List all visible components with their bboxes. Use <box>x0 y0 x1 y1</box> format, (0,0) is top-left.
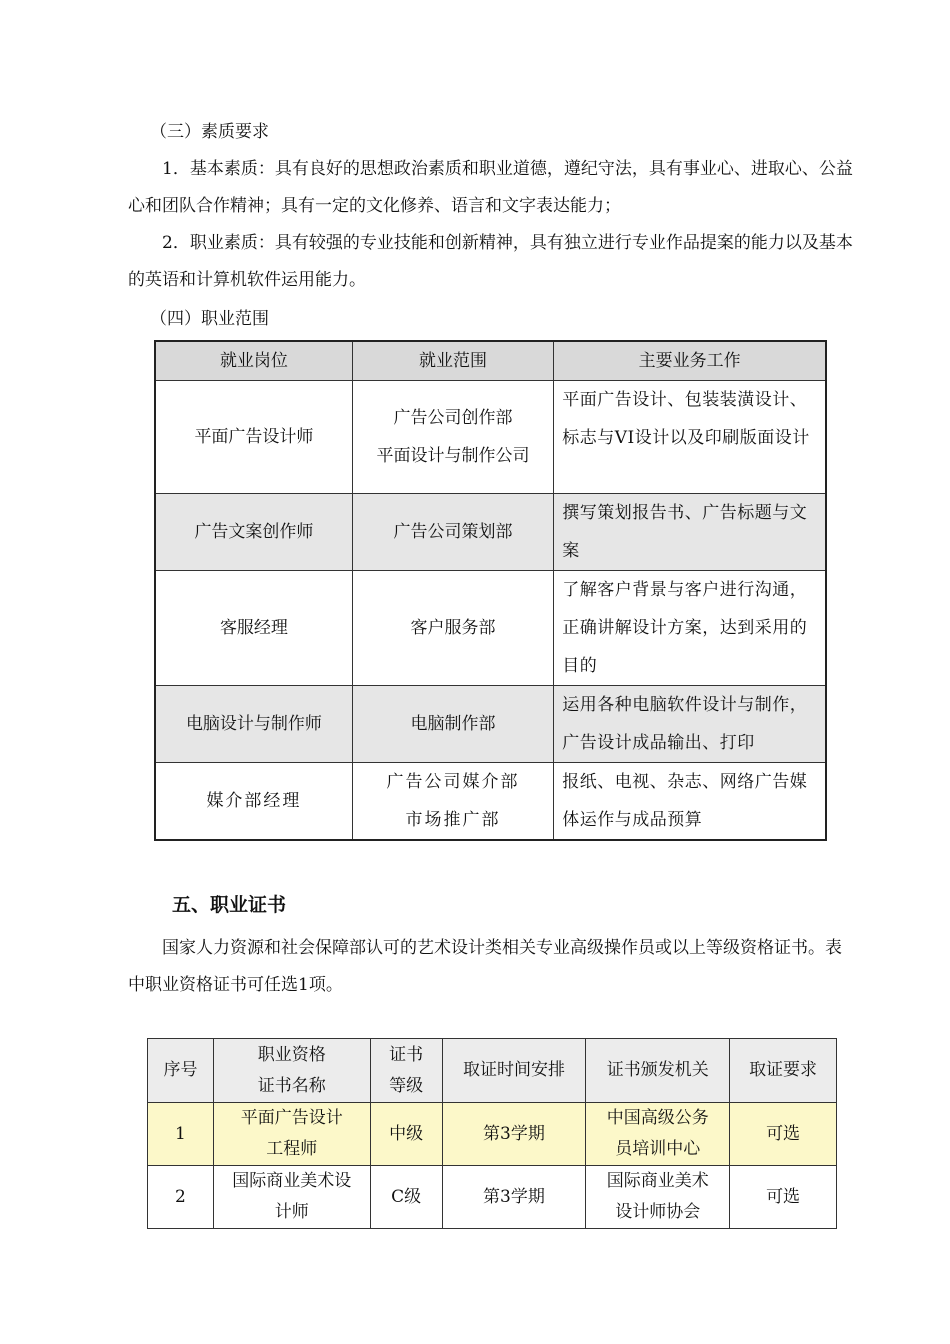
quality-item-basic: 1．基本素质：具有良好的思想政治素质和职业道德，遵纪守法，具有事业心、进取心、公益心和团队合作精神；具有一定的文化修养、语言和文字表达能力； <box>128 159 853 216</box>
cell-duty: 平面广告设计、包装装潢设计、标志与VI设计以及印刷版面设计 <box>554 381 826 494</box>
cert-intro: 国家人力资源和社会保障部认可的艺术设计类相关专业高级操作员或以上等级资格证书。表中职业资格证书可任选1项。 <box>128 938 842 995</box>
cell-post: 广告文案创作师 <box>155 494 352 571</box>
cell-time: 第3学期 <box>442 1103 586 1166</box>
quality-heading: （三）素质要求 <box>150 122 269 142</box>
range-text: 广告公司媒介部 市场推广部 <box>386 772 520 830</box>
cell-org <box>586 1103 730 1166</box>
header-name-text: 职业资格 证书名称 <box>257 1044 326 1096</box>
cell-post: 媒介部经理 <box>155 763 352 841</box>
cell-name <box>213 1166 370 1229</box>
cell-duty: 撰写策划报告书、广告标题与文案 <box>554 494 826 571</box>
header-time: 取证时间安排 <box>442 1039 586 1103</box>
cell-org-text: 国际商业美术 设计师协会 <box>606 1171 709 1222</box>
cell-post: 平面广告设计师 <box>155 381 352 494</box>
cell-level: C级 <box>370 1166 442 1229</box>
table-row <box>148 1103 837 1166</box>
cell-name-text: 平面广告设计 工程师 <box>240 1108 343 1159</box>
cell-duty: 报纸、电视、杂志、网络广告媒体运作与成品预算 <box>554 763 826 841</box>
quality-item-professional: 2．职业素质：具有较强的专业技能和创新精神，具有独立进行专业作品提案的能力以及基本的英语和计算机软件运用能力。 <box>128 233 853 290</box>
cell-range: 广告公司策划部 <box>352 494 553 571</box>
table-header-row <box>148 1039 837 1103</box>
cell-name-text: 国际商业美术设 计师 <box>232 1171 352 1222</box>
header-level <box>370 1039 442 1103</box>
cell-post: 电脑设计与制作师 <box>155 686 352 763</box>
career-scope-table <box>154 340 827 841</box>
cell-range: 客户服务部 <box>352 571 553 686</box>
header-level-text: 证书 等级 <box>389 1044 424 1096</box>
cell-level: 中级 <box>370 1103 442 1166</box>
scope-heading: （四）职业范围 <box>150 309 269 329</box>
cell-no: 1 <box>148 1103 214 1166</box>
header-req: 取证要求 <box>730 1039 837 1103</box>
cell-time: 第3学期 <box>442 1166 586 1229</box>
cell-org-text: 中国高级公务 员培训中心 <box>606 1108 709 1159</box>
table-row <box>155 381 826 494</box>
cell-range <box>352 763 553 841</box>
certificate-table <box>147 1038 837 1229</box>
cell-range <box>352 381 553 494</box>
table-row <box>155 571 826 686</box>
header-org: 证书颁发机关 <box>586 1039 730 1103</box>
table-row <box>155 763 826 841</box>
table-row <box>148 1166 837 1229</box>
table-header-row <box>155 341 826 381</box>
cell-no: 2 <box>148 1166 214 1229</box>
cell-req: 可选 <box>730 1166 837 1229</box>
header-no: 序号 <box>148 1039 214 1103</box>
header-duty: 主要业务工作 <box>554 341 826 381</box>
cell-org <box>586 1166 730 1229</box>
table-row <box>155 686 826 763</box>
cell-post: 客服经理 <box>155 571 352 686</box>
cell-duty: 运用各种电脑软件设计与制作，广告设计成品输出、打印 <box>554 686 826 763</box>
range-text: 广告公司创作部 平面设计与制作公司 <box>376 408 530 466</box>
section-title: 五、职业证书 <box>172 894 287 916</box>
cell-name <box>213 1103 370 1166</box>
cell-range: 电脑制作部 <box>352 686 553 763</box>
cell-duty: 了解客户背景与客户进行沟通，正确讲解设计方案，达到采用的目的 <box>554 571 826 686</box>
header-range: 就业范围 <box>352 341 553 381</box>
table-row <box>155 494 826 571</box>
cell-req: 可选 <box>730 1103 837 1166</box>
header-post: 就业岗位 <box>155 341 352 381</box>
header-name <box>213 1039 370 1103</box>
